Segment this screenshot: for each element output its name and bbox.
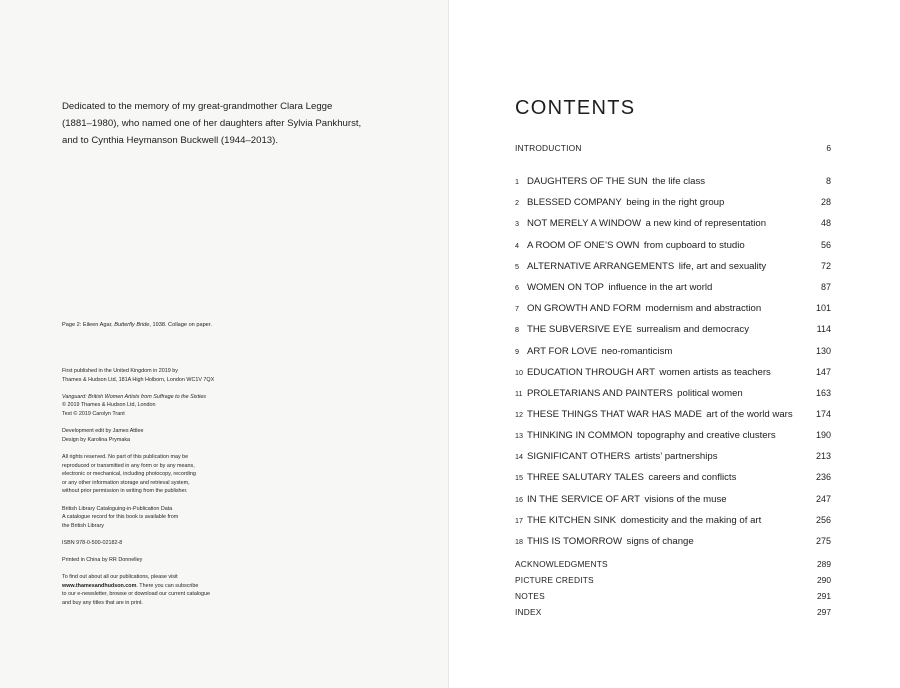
toc-page-number: 297 — [817, 607, 831, 617]
toc-entry-index — [515, 607, 831, 621]
toc-entry-chapter — [515, 235, 831, 249]
toc-entry-chapter — [515, 446, 831, 460]
chapter-subtitle: domesticity and the making of art — [620, 515, 762, 526]
toc-page-number: 48 — [820, 218, 831, 228]
chapter-subtitle: women artists as teachers — [659, 367, 771, 378]
credits-block — [62, 427, 362, 444]
chapter-number: 2 — [515, 198, 519, 207]
toc-entry-chapter — [515, 510, 831, 524]
toc-entry-chapter — [515, 531, 831, 545]
chapter-title: PROLETARIANS AND PAINTERS — [527, 388, 673, 399]
dedication-line: and to Cynthia Heymanson Buckwell (1944–2013). — [62, 135, 278, 146]
toc-page-number: 275 — [815, 536, 831, 546]
toc-page-number: 130 — [815, 346, 831, 356]
isbn-block — [62, 539, 362, 548]
chapter-title: ART FOR LOVE — [527, 346, 598, 357]
chapter-number: 1 — [515, 177, 519, 186]
chapter-subtitle: from cupboard to studio — [643, 240, 745, 251]
toc-page-number: 56 — [820, 240, 831, 250]
toc-entry-chapter — [515, 489, 831, 503]
toc-page-number: 213 — [815, 451, 831, 461]
isbn: ISBN 978-0-500-02182-8 — [62, 539, 123, 546]
toc-entry-chapter — [515, 171, 831, 185]
chapter-number: 12 — [515, 410, 523, 419]
chapter-number: 11 — [515, 389, 523, 398]
chapter-subtitle: surrealism and democracy — [636, 324, 749, 335]
cataloguing-block — [62, 505, 362, 531]
toc-page-number: 114 — [816, 324, 831, 334]
toc-entry-chapter — [515, 213, 831, 227]
caption-prefix: Page 2: Eileen Agar, — [62, 322, 115, 328]
dedication — [62, 98, 392, 149]
toc-entry-chapter — [515, 467, 831, 481]
chapter-number: 3 — [515, 219, 519, 228]
toc-page-number: 101 — [815, 303, 831, 313]
toc-page-number: 236 — [815, 472, 831, 482]
chapter-title: NOT MERELY A WINDOW — [527, 218, 642, 229]
toc-page-number: 247 — [815, 494, 831, 504]
toc-entry-chapter — [515, 425, 831, 439]
chapter-number: 17 — [515, 516, 523, 525]
chapter-number: 4 — [515, 241, 519, 250]
chapter-number: 6 — [515, 283, 519, 292]
imprint-line: All rights reserved. No part of this publication may be — [62, 453, 189, 460]
book-title: Vanguard: British Women Artists from Suffrage to the Sixties — [62, 393, 207, 400]
toc-entry-chapter — [515, 298, 831, 312]
chapter-title: IN THE SERVICE OF ART — [527, 494, 641, 505]
chapter-number: 16 — [515, 495, 523, 504]
dedication-line: (1881–1980), who named one of her daughters after Sylvia Pankhurst, — [62, 118, 362, 129]
chapter-subtitle: visions of the muse — [644, 494, 727, 505]
toc-entry-label: ACKNOWLEDGMENTS — [515, 559, 608, 569]
chapter-title: THINKING IN COMMON — [527, 430, 633, 441]
toc-entry-chapter — [515, 256, 831, 270]
imprint-line: Design by Karolina Prymaka — [62, 436, 131, 443]
chapter-title: DAUGHTERS OF THE SUN — [527, 176, 648, 187]
chapter-subtitle: being in the right group — [626, 197, 725, 208]
toc-page-number: 72 — [820, 261, 831, 271]
toc-page-number: 190 — [815, 430, 831, 440]
imprint-line: First published in the United Kingdom in 2019 by — [62, 368, 178, 374]
toc-page-number: 147 — [815, 367, 831, 377]
imprint-line: or any other information storage and retrieval system, — [62, 479, 190, 486]
chapter-subtitle: neo-romanticism — [601, 346, 673, 357]
chapter-title: ON GROWTH AND FORM — [527, 303, 642, 314]
imprint-line: without prior permission in writing from the publisher. — [62, 488, 188, 495]
toc-page-number: 291 — [817, 591, 831, 601]
imprint-line: Thames & Hudson Ltd, 181A High Holborn, London WC1V 7QX — [62, 376, 215, 383]
imprint-line: the British Library — [62, 522, 104, 529]
toc-page-number: 256 — [815, 515, 831, 525]
imprint-line: A catalogue record for this book is available from — [62, 514, 179, 521]
toc-entry-label: NOTES — [515, 591, 545, 601]
chapter-title: THIS IS TOMORROW — [527, 536, 623, 547]
chapter-number: 14 — [515, 452, 523, 461]
toc-entry-introduction — [515, 143, 831, 157]
toc-entry-label: INDEX — [515, 607, 542, 617]
imprint-line: and buy any titles that are in print. — [62, 600, 143, 607]
toc-entry-chapter — [515, 404, 831, 418]
chapter-number: 8 — [515, 325, 519, 334]
dedication-line: Dedicated to the memory of my great-grandmother Clara Legge — [62, 101, 333, 112]
toc-entry-chapter — [515, 192, 831, 206]
toc-page-number: 28 — [820, 197, 831, 207]
chapter-title: THREE SALUTARY TALES — [527, 472, 644, 483]
chapter-number: 10 — [515, 368, 523, 377]
chapter-title: BLESSED COMPANY — [527, 197, 622, 208]
chapter-subtitle: life, art and sexuality — [678, 261, 767, 272]
chapter-subtitle: art of the world wars — [706, 409, 793, 420]
chapter-title: SIGNIFICANT OTHERS — [527, 451, 631, 462]
imprint-line: to our e-newsletter, browse or download our current catalogue — [62, 591, 211, 598]
frontispiece-caption — [62, 321, 392, 330]
toc-entry-label: PICTURE CREDITS — [515, 575, 594, 585]
toc-page-number: 289 — [817, 559, 831, 569]
toc-page-number: 6 — [826, 143, 831, 153]
imprint-line: reproduced or transmitted in any form or by any means, — [62, 462, 195, 469]
chapter-title: EDUCATION THROUGH ART — [527, 367, 655, 378]
chapter-title: WOMEN ON TOP — [527, 282, 604, 293]
imprint-line: © 2019 Thames & Hudson Ltd, London — [62, 402, 156, 409]
chapter-subtitle: influence in the art world — [608, 282, 713, 293]
chapter-number: 18 — [515, 537, 523, 546]
toc-entry-chapter — [515, 383, 831, 397]
imprint-line: electronic or mechanical, including photocopy, recording — [62, 471, 196, 478]
chapter-number: 5 — [515, 262, 519, 271]
chapter-title: THE KITCHEN SINK — [527, 515, 617, 526]
chapter-subtitle: modernism and abstraction — [645, 303, 762, 314]
imprint-line — [62, 582, 362, 591]
chapter-subtitle: careers and conflicts — [648, 472, 737, 483]
toc-page-number: 163 — [815, 388, 831, 398]
chapter-subtitle: artists’ partnerships — [634, 451, 718, 462]
caption-artwork-title: Butterfly Bride — [114, 322, 150, 328]
chapter-subtitle: a new kind of representation — [645, 218, 767, 229]
toc-entry-chapter — [515, 362, 831, 376]
chapter-title: A ROOM OF ONE’S OWN — [527, 240, 640, 251]
rights-block — [62, 453, 362, 496]
caption-suffix: , 1938. Collage on paper. — [149, 322, 212, 328]
printed-block — [62, 556, 362, 565]
find-out-block — [62, 573, 362, 607]
chapter-number: 9 — [515, 347, 519, 356]
publisher-website: www.thamesandhudson.com — [62, 582, 137, 589]
toc-page-number: 174 — [815, 409, 831, 419]
chapter-subtitle: political women — [677, 388, 743, 399]
chapter-number: 13 — [515, 431, 523, 440]
toc-entry-chapter — [515, 319, 831, 333]
toc-entry-notes — [515, 591, 831, 605]
toc-entry-label: INTRODUCTION — [515, 143, 582, 153]
copyright-block — [62, 393, 362, 419]
toc-entry-picture-credits — [515, 575, 831, 589]
toc-page-number: 8 — [825, 176, 831, 186]
toc-page-number: 290 — [817, 575, 831, 585]
toc-entry-chapter — [515, 341, 831, 355]
first-published-block — [62, 367, 362, 384]
chapter-title: THESE THINGS THAT WAR HAS MADE — [527, 409, 702, 420]
toc-entry-chapter — [515, 277, 831, 291]
chapter-subtitle: the life class — [652, 176, 706, 187]
printer: Printed in China by RR Donnelley — [62, 557, 143, 564]
imprint-line: Text © 2019 Carolyn Trant — [62, 410, 125, 417]
contents-title: CONTENTS — [515, 97, 636, 119]
left-page — [0, 0, 449, 688]
chapter-subtitle: signs of change — [626, 536, 694, 547]
imprint-line: Development edit by James Attlee — [62, 428, 144, 435]
chapter-number: 15 — [515, 473, 523, 482]
chapter-subtitle: topography and creative clusters — [636, 430, 776, 441]
toc-page-number: 87 — [820, 282, 831, 292]
imprint-line: To find out about all our publications, please visit — [62, 574, 178, 581]
toc-entry-acknowledgments — [515, 559, 831, 573]
chapter-title: ALTERNATIVE ARRANGEMENTS — [527, 261, 675, 272]
imprint-line: British Library Cataloguing-in-Publication Data — [62, 505, 173, 512]
imprint-page — [62, 367, 362, 616]
imprint-text: . There you can subscribe — [136, 582, 199, 589]
chapter-title: THE SUBVERSIVE EYE — [527, 324, 633, 335]
chapter-number: 7 — [515, 304, 519, 313]
